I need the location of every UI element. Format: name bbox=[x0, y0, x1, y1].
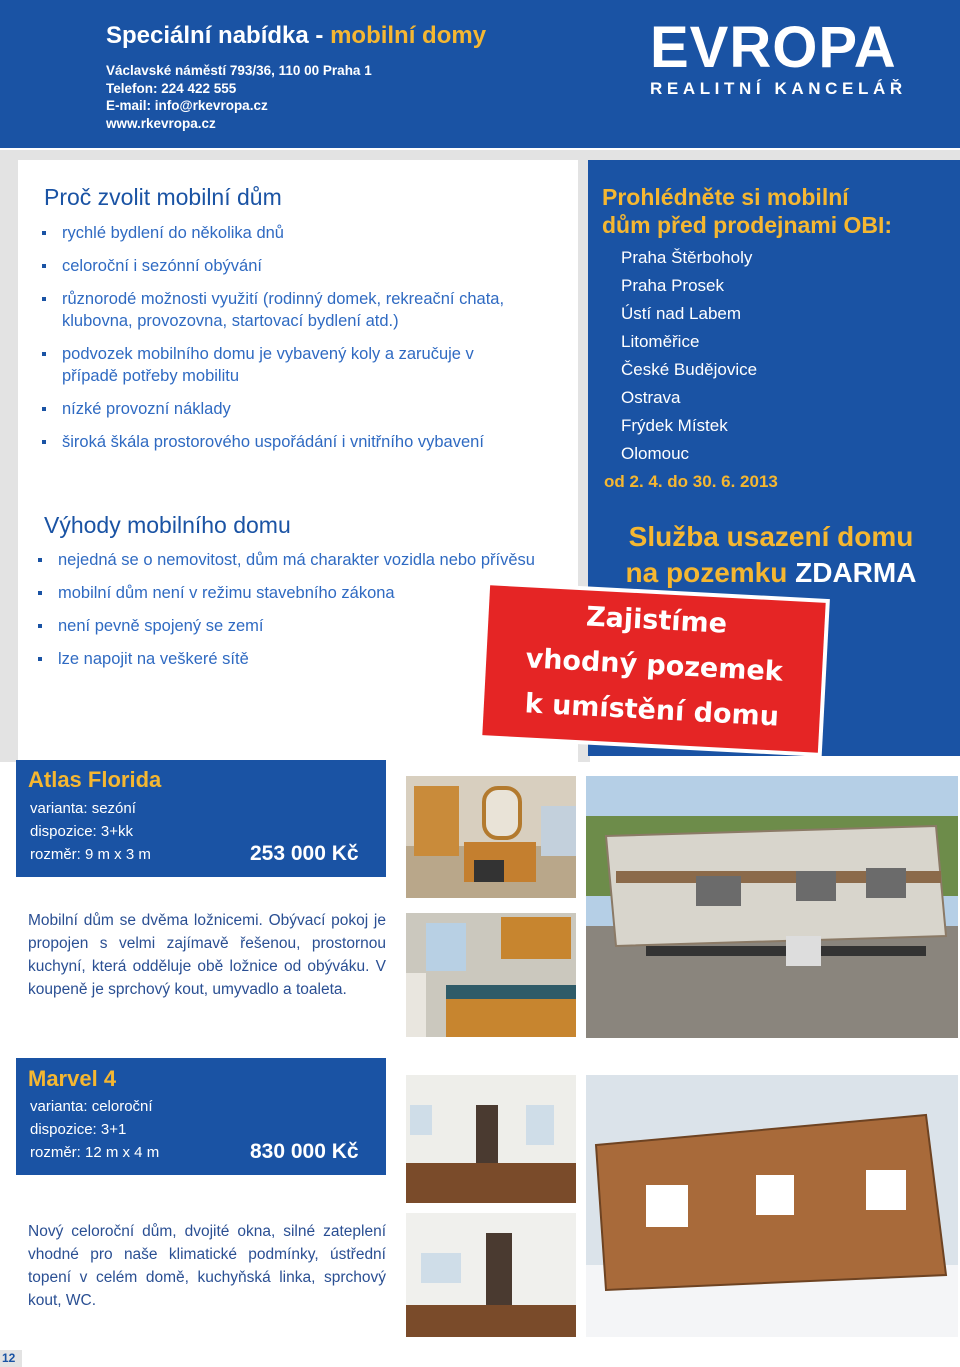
kitchen-photo bbox=[406, 913, 576, 1037]
product-variant: varianta: sezóní bbox=[30, 800, 136, 817]
product-specs bbox=[30, 1095, 159, 1164]
store-item: Olomouc bbox=[621, 444, 690, 463]
title-accent: mobilní domy bbox=[330, 22, 487, 49]
store-item: Praha Štěrboholy bbox=[621, 248, 753, 267]
email-link[interactable]: E-mail: info@rkevropa.cz bbox=[106, 98, 268, 113]
list-item: rychlé bydlení do několika dnů bbox=[40, 222, 570, 244]
product-variant: varianta: celoroční bbox=[30, 1098, 153, 1115]
interior-marvel-image bbox=[406, 1075, 576, 1203]
product-name: Marvel 4 bbox=[28, 1066, 117, 1091]
left-band bbox=[0, 150, 18, 762]
list-item: různorodé možnosti využití (rodinný domek, rekreační chata, klubovna, provozovna, startovací bydlení atd.) bbox=[40, 288, 532, 332]
service-banner bbox=[596, 519, 946, 591]
product-size: rozměr: 9 m x 3 m bbox=[30, 846, 151, 863]
logo-subtitle: REALITNÍ KANCELÁŘ bbox=[650, 79, 907, 98]
mobile-home-marvel-image bbox=[586, 1075, 958, 1337]
list-item: podvozek mobilního domu je vybavený koly a zaručuje v případě potřeby mobilitu bbox=[40, 343, 522, 387]
product-name: Atlas Florida bbox=[28, 767, 162, 792]
land-stamp bbox=[482, 585, 825, 752]
stamp-line: Zajistíme bbox=[585, 601, 728, 640]
title-main: Speciální nabídka - bbox=[106, 22, 331, 49]
divider-band bbox=[0, 150, 960, 160]
product-layout: dispozice: 3+kk bbox=[30, 823, 133, 840]
mobile-home-photo-atlas bbox=[586, 776, 958, 1038]
list-item: lze napojit na veškeré sítě bbox=[36, 648, 566, 670]
interior-photo bbox=[406, 776, 576, 898]
list-item: nízké provozní náklady bbox=[40, 398, 570, 420]
interior-photo-image bbox=[406, 776, 576, 898]
product-layout: dispozice: 3+1 bbox=[30, 1121, 127, 1138]
interior-photo-marvel bbox=[406, 1075, 576, 1203]
advantages-heading: Výhody mobilního domu bbox=[44, 512, 291, 538]
product-description: Nový celoroční dům, dvojité okna, silné zateplení vhodné pro naše klimatické podmínky, ústřední topení v celém domě, kuchyňská linka, sprchový kout, WC. bbox=[28, 1223, 386, 1309]
contact-block bbox=[106, 62, 372, 132]
service-line bbox=[596, 555, 946, 591]
mobile-home-atlas-image bbox=[586, 776, 958, 1038]
service-line: Služba usazení domu bbox=[628, 521, 914, 552]
list-item: nejedná se o nemovitost, dům má charakter vozidla nebo přívěsu bbox=[36, 549, 538, 571]
product-size: rozměr: 12 m x 4 m bbox=[30, 1144, 160, 1161]
obi-date: od 2. 4. do 30. 6. 2013 bbox=[604, 472, 778, 491]
obi-heading-line: dům před prodejnami OBI: bbox=[602, 212, 893, 238]
store-item: Frýdek Místek bbox=[621, 416, 728, 435]
store-list bbox=[621, 244, 757, 468]
obi-heading bbox=[602, 183, 892, 239]
page-number: 12 bbox=[2, 1351, 16, 1365]
store-item: Ostrava bbox=[621, 388, 681, 407]
store-item: České Budějovice bbox=[621, 360, 758, 379]
list-item: široká škála prostorového uspořádání i vnitřního vybavení bbox=[40, 431, 570, 453]
store-item: Litoměřice bbox=[621, 332, 700, 351]
product-description: Mobilní dům se dvěma ložnicemi. Obývací pokoj je propojen s velmi zajímavě řešenou, prostornou kuchyní, která odděluje obě ložnice od obýváku. V koupeně je sprchový kout, umyvadlo a toaleta. bbox=[28, 912, 386, 998]
product-price: 253 000 Kč bbox=[250, 842, 359, 865]
list-item: není pevně spojený se zemí bbox=[36, 615, 566, 637]
why-heading: Proč zvolit mobilní dům bbox=[44, 184, 282, 210]
store-item: Praha Prosek bbox=[621, 276, 724, 295]
store-item: Ústí nad Labem bbox=[621, 304, 742, 323]
phone: Telefon: 224 422 555 bbox=[106, 80, 237, 96]
mobile-home-photo-marvel bbox=[586, 1075, 958, 1337]
list-item: celoroční i sezónní obývání bbox=[40, 255, 570, 277]
stamp-line: k umístění domu bbox=[524, 688, 780, 733]
obi-heading-line: Prohlédněte si mobilní bbox=[602, 184, 849, 210]
web-link[interactable]: www.rkevropa.cz bbox=[106, 115, 216, 131]
service-free: ZDARMA bbox=[795, 557, 917, 588]
hallway-photo-marvel bbox=[406, 1213, 576, 1337]
stamp-line: vhodný pozemek bbox=[524, 643, 784, 688]
why-list bbox=[40, 222, 570, 453]
service-text: na pozemku bbox=[625, 557, 796, 588]
product-specs bbox=[30, 797, 151, 866]
kitchen-photo-image bbox=[406, 913, 576, 1037]
address: Václavské náměstí 793/36, 110 00 Praha 1 bbox=[106, 63, 372, 78]
page-title bbox=[106, 22, 486, 50]
logo: EVROPA bbox=[650, 15, 897, 80]
list-item: mobilní dům není v režimu stavebního zákona bbox=[36, 582, 566, 604]
hallway-marvel-image bbox=[406, 1213, 576, 1337]
product-price: 830 000 Kč bbox=[250, 1140, 359, 1163]
